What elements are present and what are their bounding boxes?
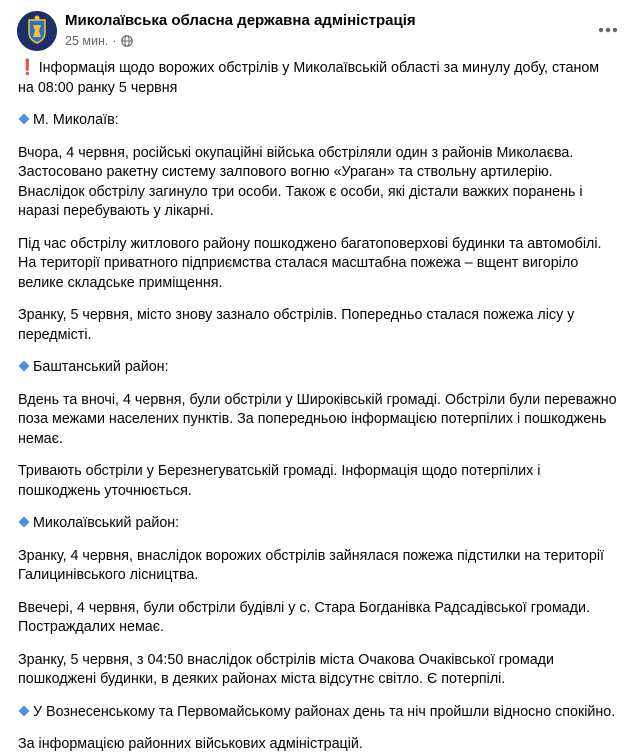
blue-diamond-icon [18,705,30,717]
paragraph: Вдень та вночі, 4 червня, були обстріли у Широківській громаді. Обстріли були переважно поза межами населених пунктів. За попередньою інформацією потерпілих і пошкоджень немає. [18,391,617,447]
section-title: Миколаївський район: [18,514,618,534]
red-exclamation-icon: ❗ [18,59,37,76]
paragraph: Зранку, 4 червня, внаслідок ворожих обстрілів зайнялася пожежа підстилки на території Галицинівського лісництва. [18,547,604,583]
more-options-icon [598,27,618,33]
blue-diamond-icon [18,360,30,372]
blue-diamond-icon [18,516,30,528]
section-title: М. Миколаїв: [18,111,618,131]
post-header [0,0,638,62]
blue-diamond-icon [18,113,30,125]
post-meta [65,34,133,48]
post-content [18,58,618,755]
post-time[interactable]: 25 мин. [65,34,109,48]
calm-note: У Вознесенському та Первомайському районах день та ніч пройшли відносно спокійно. [18,703,618,723]
page-avatar[interactable] [17,11,57,51]
post-intro: ❗ Інформація щодо ворожих обстрілів у Миколаївській області за минулу добу, станом на 08:00 ранку 5 червня [18,59,600,96]
paragraph: Зранку, 5 червня, місто знову зазнало обстрілів. Попередньо сталася пожежа лісу у передмісті. [18,307,575,343]
source-note: За інформацією районних військових адміністрацій. [18,736,363,752]
coat-of-arms-icon [17,11,57,51]
paragraph: Ввечері, 4 червня, були обстріли будівлі у с. Стара Богданівка Радсадівської громади. Постраждалих немає. [18,599,590,635]
meta-separator: · [112,34,117,48]
more-options-button[interactable] [596,18,620,42]
section-title: Баштанський район: [18,358,618,378]
page-name[interactable]: Миколаївська обласна державна адміністрація [65,12,416,29]
paragraph: Вчора, 4 червня, російські окупаційні війська обстріляли один з районів Миколаєва. Застосовано ракетну систему залпового вогню «Ураган» та ствольну артилерію. Внаслідок обстрілу загинуло три особи. Також є особи, які дістали важких поранень і наразі перебувають у лікарні. [18,144,583,219]
paragraph: Під час обстрілу житлового району пошкоджено багатоповерхові будинки та автомобілі. На території приватного підприємства сталася масштабна пожежа – вщент вигоріло велике складське приміщення. [18,235,602,291]
paragraph: Тривають обстріли у Березнегуватській громаді. Інформація щодо потерпілих і пошкоджень уточнюється. [18,463,541,499]
paragraph: Зранку, 5 червня, з 04:50 внаслідок обстрілів міста Очакова Очаківської громади пошкоджені будинки, в деяких районах міста відсутнє світло. Є потерпілі. [18,651,554,687]
globe-icon[interactable] [121,35,133,47]
